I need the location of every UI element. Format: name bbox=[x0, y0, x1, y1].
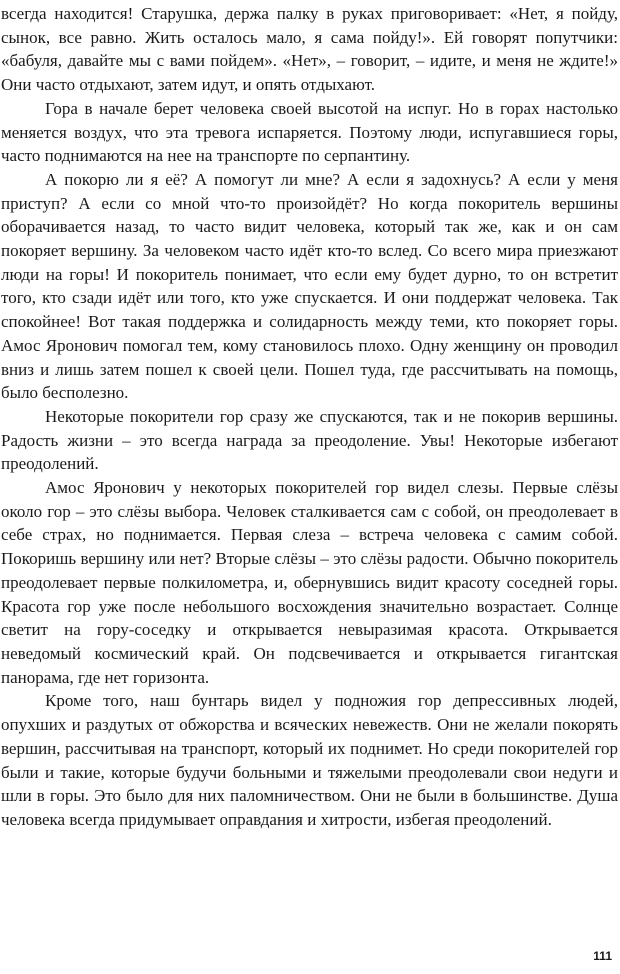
paragraph: Некоторые покорители гор сразу же спускаются, так и не покорив вершины. Радость жизни – это всегда награда за преодоление. Увы! Некоторые избегают преодолений. bbox=[1, 406, 618, 474]
page-number: 111 bbox=[593, 949, 612, 963]
paragraph: А покорю ли я её? А помогут ли мне? А если я задохнусь? А если у меня приступ? А если со мной что-то произойдёт? Но когда покоритель вершины оборачивается назад, то часто видит человека, который так же, как и он сам покоряет вершину. За человеком часто идёт кто-то вслед. Со всего мира приезжают люди на горы! И покоритель понимает, что если ему будет дурно, то он встретит того, кто сзади идёт или того, кто уже спускается. И они поддержат человека. Так спокойнее! Вот такая поддержка и солидарность между теми, кто покоряет горы. Амос Яронович помогал тем, кому становилось плохо. Одну женщину он проводил вниз и лишь затем пошел к своей цели. Пошел туда, где рассчитывать на помощь, было бесполезно. bbox=[1, 169, 618, 403]
paragraph: Амос Яронович у некоторых покорителей гор видел слезы. Первые слёзы около гор – это слёзы выбора. Человек сталкивается сам с собой, он преодолевает в себе страх, но поднимается. Первая слеза – встреча человека с самим собой. Покоришь вершину или нет? Вторые слёзы – это слёзы радости. Обычно покоритель преодолевает первые полкилометра, и, обернувшись видит красоту соседней горы. Красота гор уже после небольшого восхождения значительно возрастает. Солнце светит на гору-соседку и открывается невыразимая красота. Открывается неведомый космический край. Он подсвечивается и открывается гигантская панорама, где нет горизонта. bbox=[1, 478, 618, 687]
body-text bbox=[1, 2, 618, 832]
paragraph-continuation: всегда находится! Старушка, держа палку в руках приговоривает: «Нет, я пойду, сынок, все равно. Жить осталось мало, я сама пойду!». Ей говорят попутчики: «бабуля, давайте мы с вами пойдем». «Нет», – говорит, – идите, и меня не ждите!» Они часто отдыхают, затем идут, и опять отдыхают. bbox=[1, 4, 618, 95]
paragraph: Кроме того, наш бунтарь видел у подножия гор депрессивных людей, опухших и раздутых от обжорства и всяческих невежеств. Они не желали покорять вершин, рассчитывая на транспорт, который их поднимет. Но среди покорителей гор были и такие, которые будучи больными и тяжелыми преодолевали свои недуги и шли в горы. Это было для них паломничеством. Они не были в большинстве. Душа человека всегда придумывает оправдания и хитрости, избегая преодолений. bbox=[1, 691, 618, 829]
paragraph: Гора в начале берет человека своей высотой на испуг. Но в горах настолько меняется воздух, что эта тревога испаряется. Поэтому люди, испугавшиеся горы, часто поднимаются на нее на транспорте по серпантину. bbox=[1, 98, 618, 166]
